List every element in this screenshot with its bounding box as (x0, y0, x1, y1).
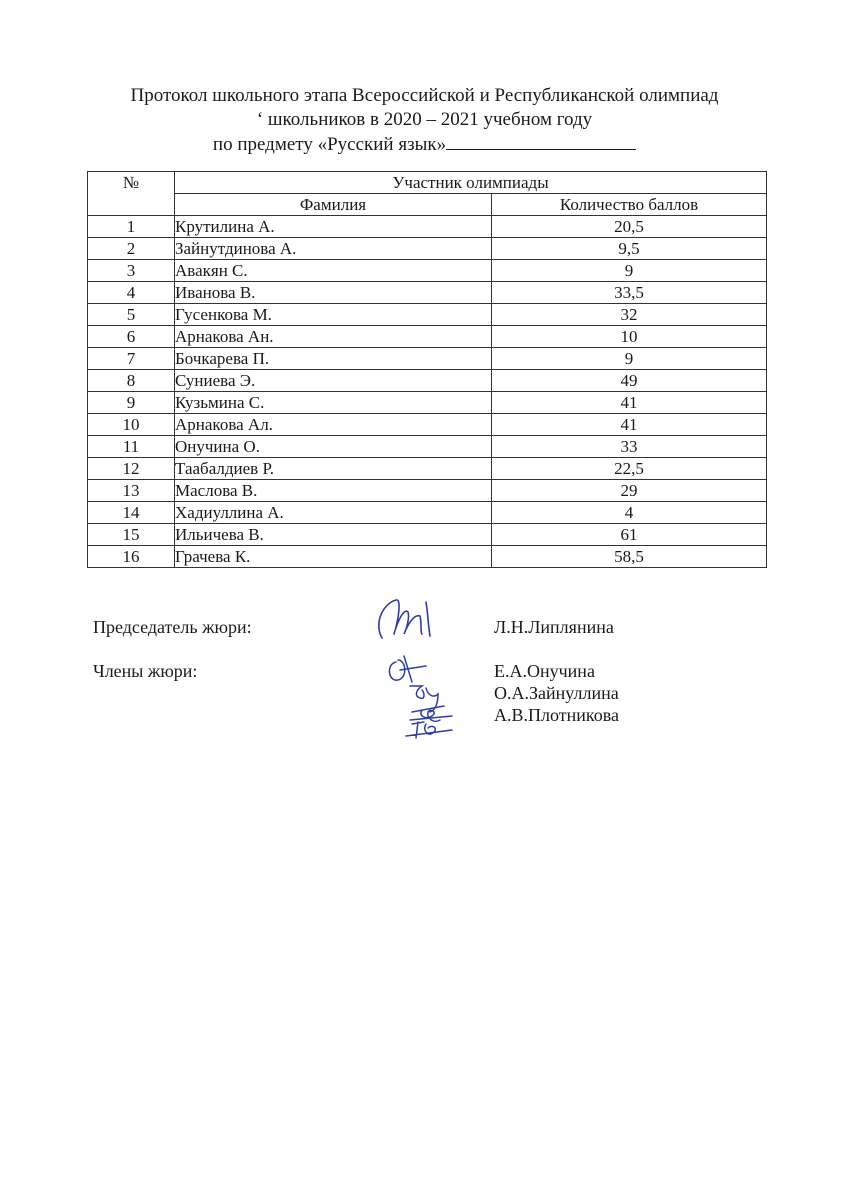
document-title (0, 84, 849, 157)
table-row (88, 370, 767, 392)
table-row (88, 392, 767, 414)
chair-label: Председатель жюри: (93, 617, 252, 637)
table-row (88, 436, 767, 458)
table-header-row (88, 172, 767, 194)
table-row (88, 282, 767, 304)
title-line-3 (0, 132, 849, 157)
row-number: 9 (88, 392, 175, 414)
participant-name: Арнакова Ал. (175, 414, 492, 436)
row-number: 10 (88, 414, 175, 436)
members-signature-image (382, 650, 472, 746)
participant-score: 41 (492, 392, 767, 414)
table-row (88, 524, 767, 546)
header-number: № (88, 172, 175, 216)
participant-name: Маслова В. (175, 480, 492, 502)
participant-name: Кузьмина С. (175, 392, 492, 414)
participant-score: 49 (492, 370, 767, 392)
chair-name: Л.Н.Липлянина (494, 617, 614, 637)
table-row (88, 348, 767, 370)
members-label: Члены жюри: (93, 661, 198, 681)
title-line-1: Протокол школьного этапа Всероссийской и Республиканской олимпиад (130, 85, 719, 106)
table-subheader-row (88, 194, 767, 216)
participant-name: Иванова В. (175, 282, 492, 304)
participant-score: 33,5 (492, 282, 767, 304)
results-table (87, 171, 767, 568)
row-number: 2 (88, 238, 175, 260)
subject-blank-line (446, 132, 636, 150)
participant-name: Грачева К. (175, 546, 492, 568)
row-number: 16 (88, 546, 175, 568)
title-line-2: ʻ школьников в 2020 – 2021 учебном году (256, 109, 593, 130)
row-number: 15 (88, 524, 175, 546)
member-name-1: Е.А.Онучина (494, 661, 595, 681)
table-row (88, 326, 767, 348)
participant-score: 20,5 (492, 216, 767, 238)
table-row (88, 216, 767, 238)
row-number: 4 (88, 282, 175, 304)
table-row (88, 260, 767, 282)
table-row (88, 238, 767, 260)
participant-name: Ильичева В. (175, 524, 492, 546)
participant-name: Суниева Э. (175, 370, 492, 392)
participant-name: Гусенкова М. (175, 304, 492, 326)
members-list (494, 660, 619, 726)
participant-name: Таабалдиев Р. (175, 458, 492, 480)
row-number: 3 (88, 260, 175, 282)
subject-label: по предмету «Русский язык» (212, 134, 447, 155)
participant-score: 29 (492, 480, 767, 502)
participant-score: 9 (492, 260, 767, 282)
row-number: 8 (88, 370, 175, 392)
row-number: 5 (88, 304, 175, 326)
participant-name: Зайнутдинова А. (175, 238, 492, 260)
participant-name: Авакян С. (175, 260, 492, 282)
participant-score: 22,5 (492, 458, 767, 480)
table-row (88, 414, 767, 436)
participant-score: 41 (492, 414, 767, 436)
participant-score: 9 (492, 348, 767, 370)
participant-name: Арнакова Ан. (175, 326, 492, 348)
table-row (88, 458, 767, 480)
member-name-2: О.А.Зайнуллина (494, 683, 619, 703)
participant-name: Онучина О. (175, 436, 492, 458)
member-name-3: А.В.Плотникова (494, 705, 619, 725)
row-number: 1 (88, 216, 175, 238)
row-number: 13 (88, 480, 175, 502)
participant-score: 9,5 (492, 238, 767, 260)
table-row (88, 546, 767, 568)
participant-name: Хадиуллина А. (175, 502, 492, 524)
row-number: 6 (88, 326, 175, 348)
row-number: 7 (88, 348, 175, 370)
participant-score: 32 (492, 304, 767, 326)
chair-signature-image (368, 594, 448, 646)
participant-score: 58,5 (492, 546, 767, 568)
row-number: 14 (88, 502, 175, 524)
table-row (88, 502, 767, 524)
results-table-body (88, 216, 767, 568)
participant-score: 61 (492, 524, 767, 546)
participant-score: 10 (492, 326, 767, 348)
row-number: 11 (88, 436, 175, 458)
participant-name: Бочкарева П. (175, 348, 492, 370)
header-score: Количество баллов (492, 194, 767, 216)
table-row (88, 304, 767, 326)
participant-score: 4 (492, 502, 767, 524)
participant-name: Крутилина А. (175, 216, 492, 238)
participant-score: 33 (492, 436, 767, 458)
header-participant: Участник олимпиады (175, 172, 767, 194)
row-number: 12 (88, 458, 175, 480)
table-row (88, 480, 767, 502)
header-surname: Фамилия (175, 194, 492, 216)
